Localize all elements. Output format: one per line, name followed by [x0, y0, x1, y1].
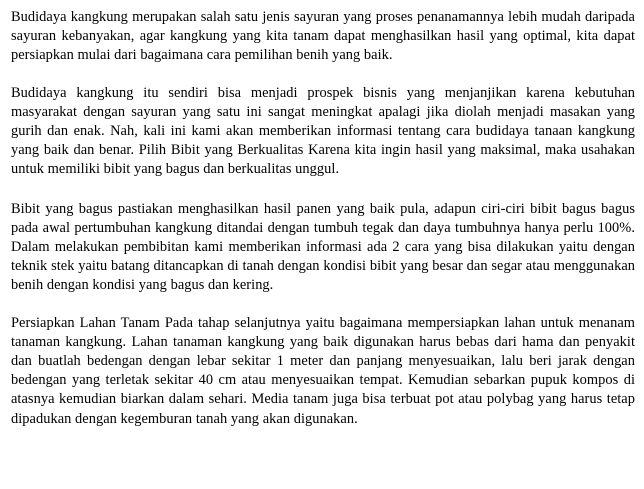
paragraph-business-prospect: Budidaya kangkung itu sendiri bisa menjadi prospek bisnis yang menjanjikan karena kebutuhan masyarakat dengan sayuran yang satu ini sangat meningkat apalagi jika diolah menjadi masakan yang gurih dan enak. Nah, kali ini kami akan memberikan informasi tentang cara budidaya tanaan kangkung yang baik dan benar. Pilih Bibit yang Berkualitas Karena kita ingin hasil yang maksimal, maka usahakan untuk memiliki bibit yang bagus dan berkualitas unggul.: [11, 84, 635, 178]
paragraph-seed-selection: Bibit yang bagus pastiakan menghasilkan hasil panen yang baik pula, adapun ciri-ciri bibit bagus bagus pada awal pertumbuhan kangkung ditandai dengan tumbuh tegak dan daya tumbuhnya hanya perlu 100%. Dalam melakukan pembibitan kami memberikan informasi ada 2 cara yang bisa dilakukan yaitu dengan teknik stek yaitu batang ditancapkan di tanah dengan kondisi bibit yang besar dan segar atau menggunakan benih dengan kondisi yang bagus dan kering.: [11, 200, 635, 294]
document-body: [11, 8, 635, 429]
paragraph-intro: Budidaya kangkung merupakan salah satu jenis sayuran yang proses penanamannya lebih mudah daripada sayuran kebanyakan, agar kangkung yang kita tanam dapat menghasilkan hasil yang optimal, kita dapat persiapkan mulai dari bagaimana cara pemilihan benih yang baik.: [11, 9, 635, 64]
paragraph-land-preparation: Persiapkan Lahan Tanam Pada tahap selanjutnya yaitu bagaimana mempersiapkan lahan untuk menanam tanaman kangkung. Lahan tanaman kangkung yang baik digunakan harus bebas dari hama dan penyakit dan buatlah bedengan dengan lebar sekitar 1 meter dan panjang menyesuaikan, lalu beri jarak dengan bedengan yang terletak sekitar 40 cm atau menyesuaikan tempat. Kemudian sebarkan pupuk kompos di atasnya kemudian biarkan dalam sehari. Media tanam juga bisa terbuat pot atau polybag yang harus tetap dipadukan dengan kegemburan tanah yang akan digunakan.: [11, 314, 635, 427]
